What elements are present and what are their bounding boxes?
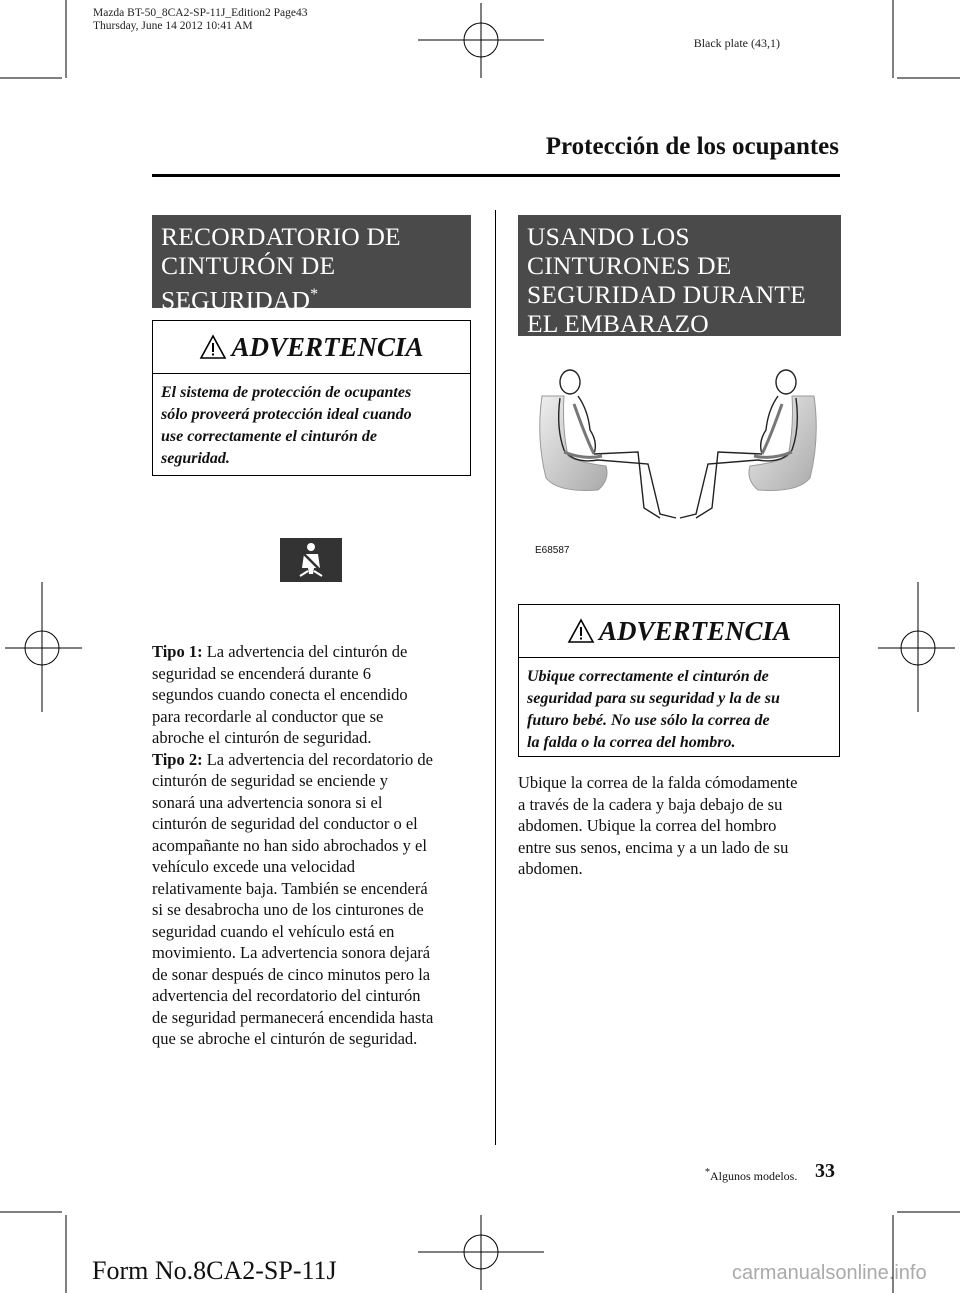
left-warning-box xyxy=(152,320,471,476)
body-line: cinturón de seguridad se enciende y xyxy=(152,771,388,790)
left-heading-line3: SEGURIDAD xyxy=(161,285,311,315)
page-number: 33 xyxy=(815,1160,835,1182)
right-heading-line4: EL EMBARAZO xyxy=(527,309,709,338)
seatbelt-warning-icon xyxy=(280,538,342,582)
body-line: abdomen. xyxy=(518,859,583,878)
footer-note-text: Algunos modelos. xyxy=(710,1169,798,1183)
pregnant-seatbelt-illustration xyxy=(528,368,828,538)
print-meta-line1: Mazda BT-50_8CA2-SP-11J_Edition2 Page43 xyxy=(93,7,308,19)
optional-asterisk: * xyxy=(310,286,319,303)
body-line: para recordarle al conductor que se xyxy=(152,706,384,726)
right-warning-line: futuro bebé. No use sólo la correa de xyxy=(527,712,770,729)
column-divider xyxy=(495,210,496,1145)
body-line: de sonar después de cinco minutos pero la xyxy=(152,964,431,984)
right-warning-box xyxy=(518,604,840,757)
body-line: que se abroche el cinturón de seguridad. xyxy=(152,1029,418,1048)
left-warning-header xyxy=(153,321,470,374)
footer-note xyxy=(705,1167,797,1184)
right-warning-title: ADVERTENCIA xyxy=(598,615,792,646)
plate-label: Black plate (43,1) xyxy=(693,36,780,50)
warning-triangle-icon xyxy=(567,618,595,644)
body-line: acompañante no han sido abrochados y el xyxy=(152,835,427,855)
section-title: Protección de los ocupantes xyxy=(545,133,839,160)
left-warning-line: El sistema de protección de ocupantes xyxy=(161,384,412,401)
type1-label: Tipo 1: xyxy=(152,642,203,661)
left-warning-text xyxy=(153,374,470,480)
left-body-text xyxy=(152,641,482,1050)
right-warning-line: seguridad para su seguridad y la de su xyxy=(527,690,780,707)
left-heading-line2: CINTURÓN DE xyxy=(161,251,336,280)
body-line: sonará una advertencia sonora si el xyxy=(152,792,383,812)
footer-asterisk: * xyxy=(705,1167,710,1178)
watermark: carmanualsonline.info xyxy=(732,1262,927,1284)
body-line: seguridad cuando el vehículo está en xyxy=(152,921,395,941)
print-meta-line2: Thursday, June 14 2012 10:41 AM xyxy=(93,20,253,32)
body-line: relativamente baja. También se encenderá xyxy=(152,878,428,898)
body-line: si se desabrocha uno de los cinturones de xyxy=(152,900,424,919)
header-rule xyxy=(152,174,840,177)
right-warning-line: Ubique correctamente el cinturón de xyxy=(527,668,769,685)
right-heading-line2: CINTURONES DE xyxy=(527,251,732,280)
figure-code: E68587 xyxy=(535,545,570,556)
left-warning-line: sólo proveerá protección ideal cuando xyxy=(161,406,412,423)
body-line: vehículo excede una velocidad xyxy=(152,857,355,876)
left-warning-line: use correctamente el cinturón de xyxy=(161,428,377,445)
left-section-heading xyxy=(152,215,471,315)
body-line: movimiento. La advertencia sonora dejará xyxy=(152,943,431,962)
print-metadata xyxy=(93,7,307,33)
body-line: seguridad se encenderá durante 6 xyxy=(152,663,371,683)
right-warning-text xyxy=(519,658,839,764)
right-heading-line3: SEGURIDAD DURANTE xyxy=(527,280,806,309)
right-warning-line: la falda o la correa del hombro. xyxy=(527,734,736,751)
form-number: Form No.8CA2-SP-11J xyxy=(92,1256,337,1285)
left-heading-line1: RECORDATORIO DE xyxy=(161,222,401,251)
body-line: Ubique la correa de la falda cómodamente xyxy=(518,773,798,792)
right-section-heading xyxy=(518,215,841,336)
right-heading-line1: USANDO LOS xyxy=(527,222,690,251)
right-warning-header xyxy=(519,605,839,658)
warning-triangle-icon xyxy=(199,334,227,360)
body-line: de seguridad permanecerá encendida hasta xyxy=(152,1007,434,1027)
body-line: a través de la cadera y baja debajo de su xyxy=(518,794,783,814)
right-body-text xyxy=(518,772,848,880)
body-line: abdomen. Ubique la correa del hombro xyxy=(518,816,777,835)
body-line: cinturón de seguridad del conductor o el xyxy=(152,814,418,833)
type2-label: Tipo 2: xyxy=(152,749,203,769)
body-line: abroche el cinturón de seguridad. xyxy=(152,728,372,747)
body-line: La advertencia del cinturón de xyxy=(202,642,408,661)
body-line: entre sus senos, encima y a un lado de su xyxy=(518,837,789,857)
left-warning-title: ADVERTENCIA xyxy=(231,331,424,362)
body-line: segundos cuando conecta el encendido xyxy=(152,685,408,704)
left-warning-line: seguridad. xyxy=(161,450,230,467)
body-line: advertencia del recordatorio del cinturón xyxy=(152,986,421,1005)
body-line: La advertencia del recordatorio de xyxy=(202,749,434,769)
